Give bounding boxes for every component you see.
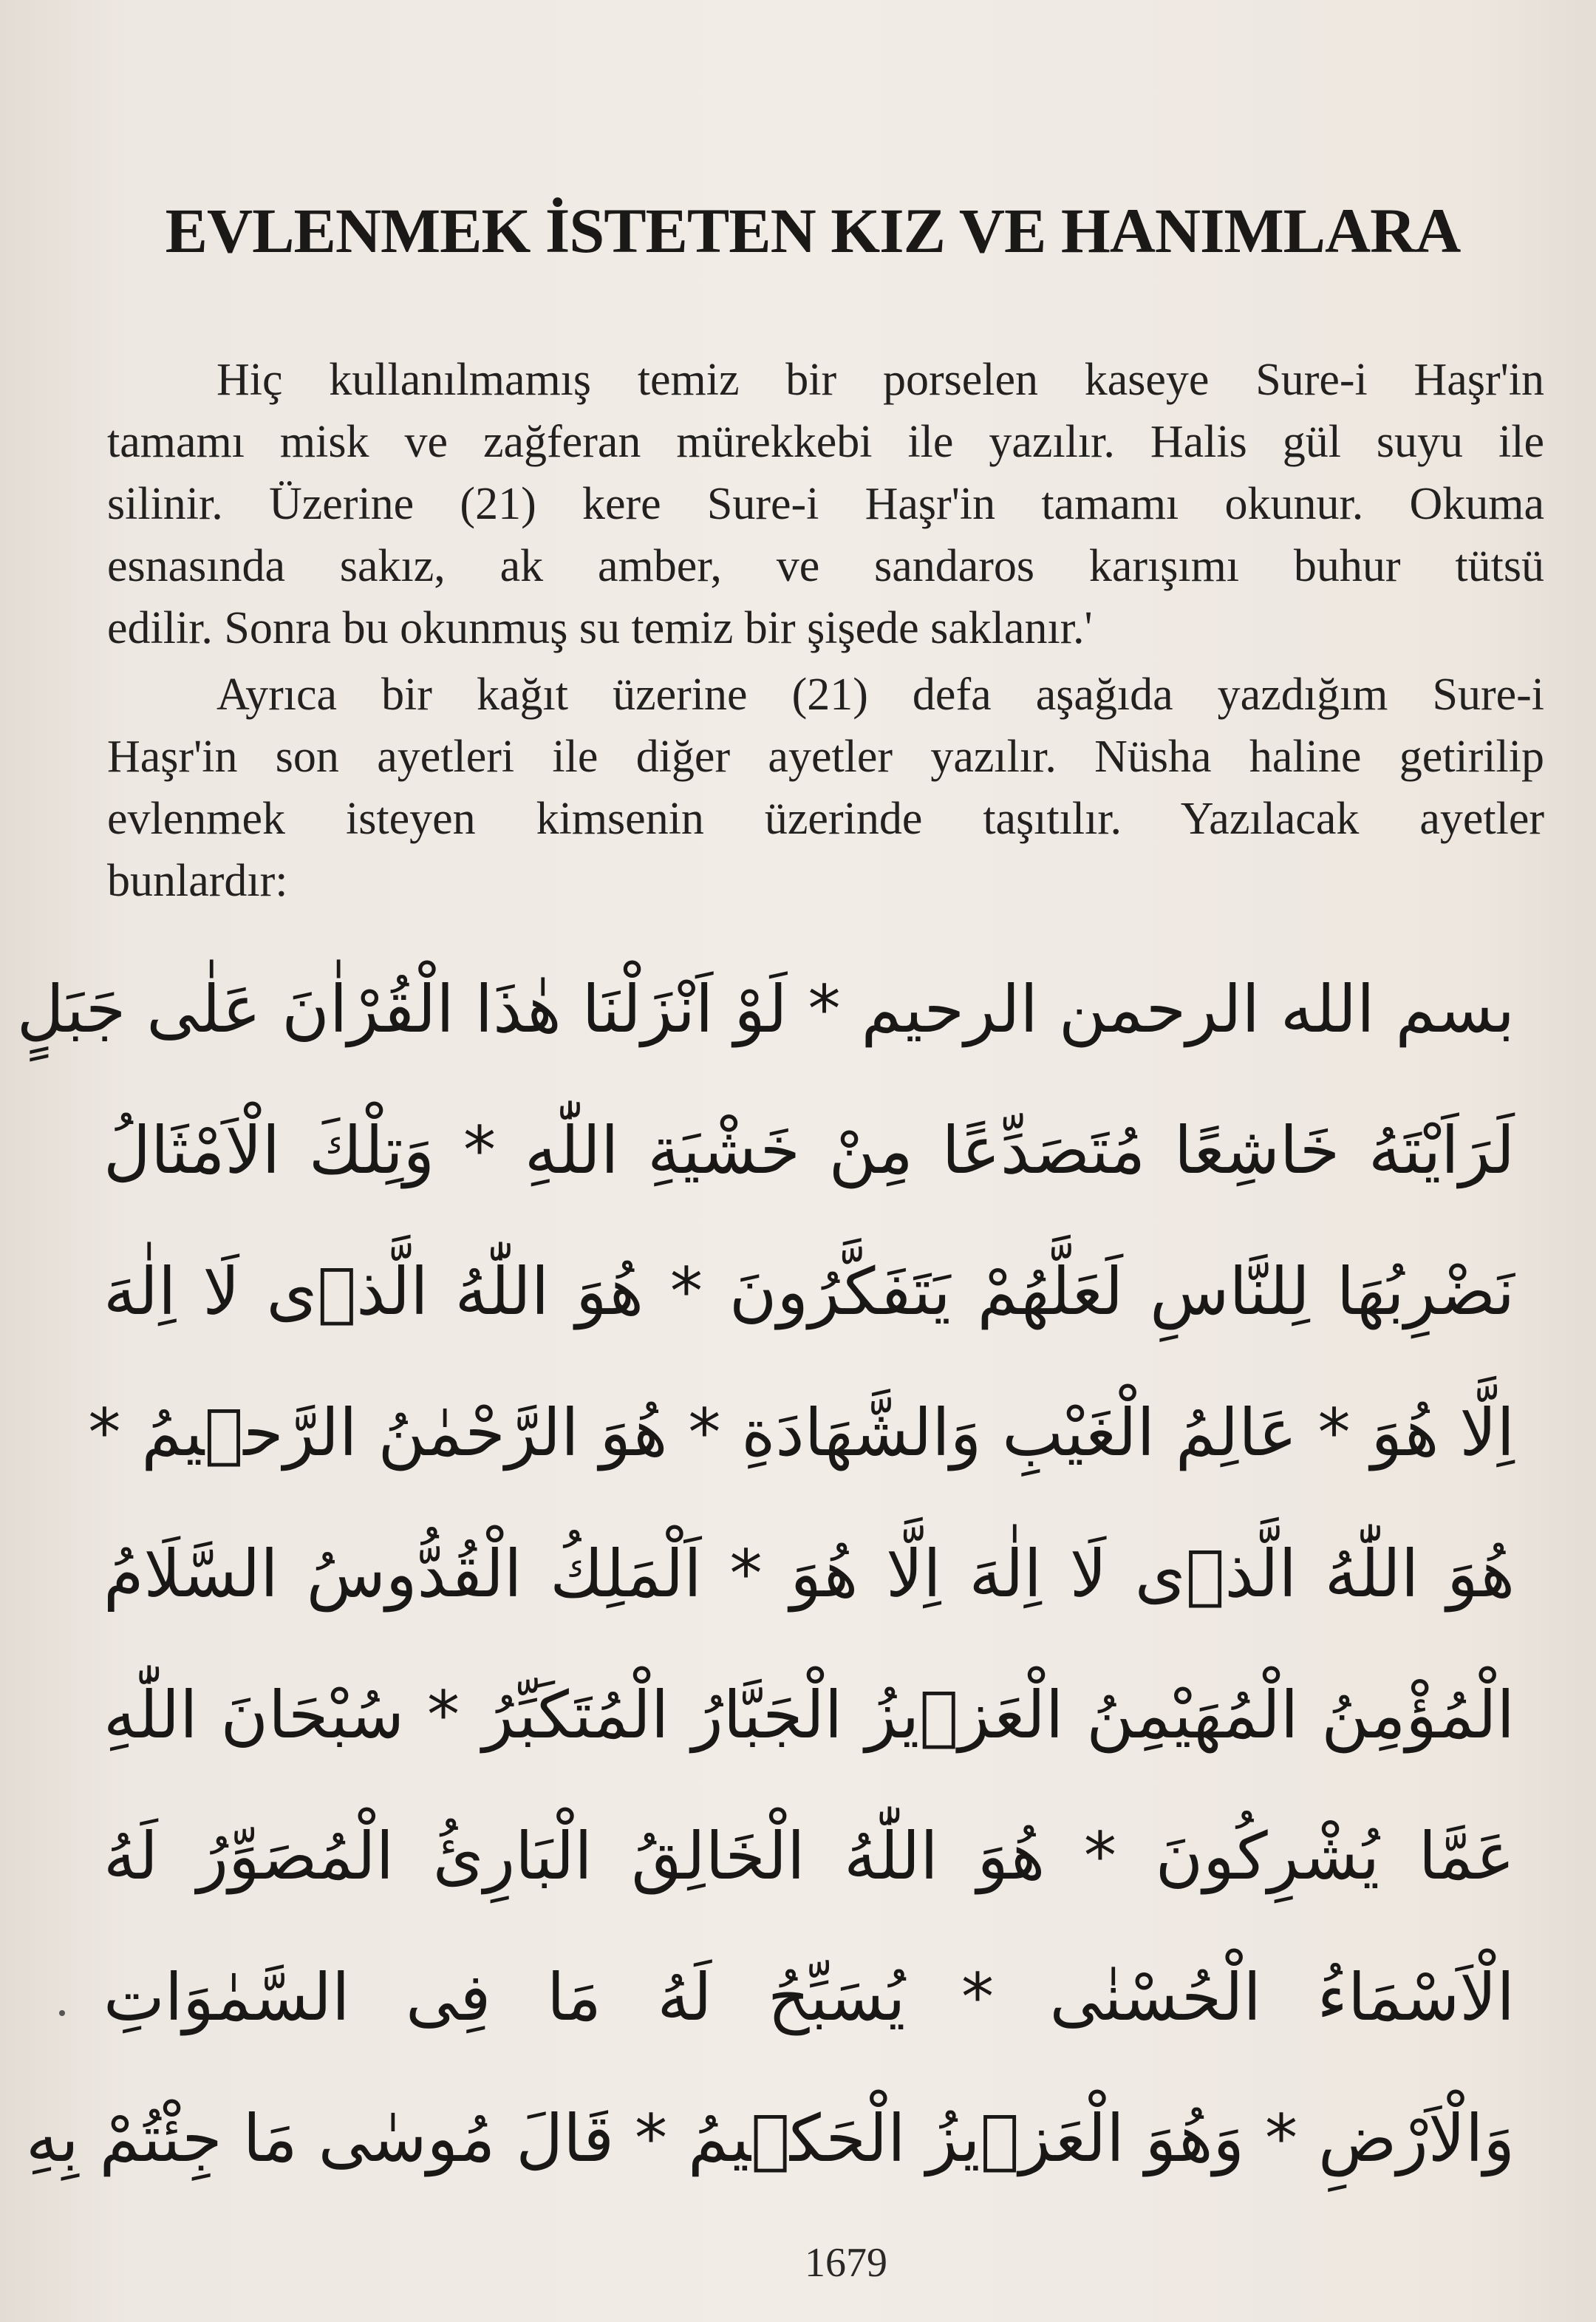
- arabic-line: الْمُؤْمِنُ الْمُهَيْمِنُ الْعَزٖيزُ الْجَبَّارُ الْمُتَكَبِّرُ * سُبْحَانَ اللّٰهِ: [103, 1677, 1515, 1753]
- arabic-line: نَضْرِبُهَا لِلنَّاسِ لَعَلَّهُمْ يَتَفَكَّرُونَ * هُوَ اللّٰهُ الَّذٖى لَا اِلٰهَ: [103, 1253, 1515, 1329]
- arabic-line: الْاَسْمَاءُ الْحُسْنٰى * يُسَبِّحُ لَهُ مَا فِى السَّمٰوَاتِ: [103, 1959, 1515, 2035]
- arabic-verses: [16, 939, 1515, 2209]
- paragraph-line: esnasında sakız, ak amber, ve sandaros karışımı buhur tütsü: [107, 541, 1544, 591]
- page-number: 1679: [805, 2240, 887, 2286]
- paragraph-line: Haşr'in son ayetleri ile diğer ayetler yazılır. Nüsha haline getirilip: [107, 732, 1544, 782]
- paragraph-line: silinir. Üzerine (21) kere Sure-i Haşr'in tamamı okunur. Okuma: [107, 479, 1544, 529]
- paragraph-line: edilir. Sonra bu okunmuş su temiz bir şişede saklanır.': [107, 603, 1093, 653]
- paragraph-line: Hiç kullanılmamış temiz bir porselen kaseye Sure-i Haşr'in: [216, 355, 1544, 405]
- paragraph-2: [107, 664, 1544, 912]
- paragraph-line: evlenmek isteyen kimsenin üzerinde taşıtılır. Yazılacak ayetler: [107, 794, 1544, 844]
- paragraph-1: [107, 349, 1544, 659]
- arabic-line: لَرَاَيْتَهُ خَاشِعًا مُتَصَدِّعًا مِنْ خَشْيَةِ اللّٰهِ * وَتِلْكَ الْاَمْثَالُ: [103, 1112, 1515, 1188]
- ink-speck: [59, 2010, 65, 2016]
- arabic-line: اِلَّا هُوَ * عَالِمُ الْغَيْبِ وَالشَّهَادَةِ * هُوَ الرَّحْمٰنُ الرَّحٖيمُ *: [88, 1395, 1515, 1471]
- arabic-line: وَالْاَرْضِ * وَهُوَ الْعَزٖيزُ الْحَكٖيمُ * قَالَ مُوسٰى مَا جِئْتُمْ بِهِ: [25, 2100, 1515, 2176]
- page-title: EVLENMEK İSTETEN KIZ VE HANIMLARA: [165, 195, 1461, 266]
- arabic-line: عَمَّا يُشْرِكُونَ * هُوَ اللّٰهُ الْخَالِقُ الْبَارِئُ الْمُصَوِّرُ لَهُ: [103, 1818, 1515, 1894]
- arabic-line: هُوَ اللّٰهُ الَّذٖى لَا اِلٰهَ اِلَّا هُوَ * اَلْمَلِكُ الْقُدُّوسُ السَّلَامُ: [103, 1536, 1515, 1612]
- paragraph-line: Ayrıca bir kağıt üzerine (21) defa aşağıda yazdığım Sure-i: [216, 670, 1544, 720]
- paragraph-line: bunlardır:: [107, 856, 288, 906]
- paragraph-line: tamamı misk ve zağferan mürekkebi ile yazılır. Halis gül suyu ile: [107, 417, 1544, 467]
- arabic-line: بسم الله الرحمن الرحيم * لَوْ اَنْزَلْنَا هٰذَا الْقُرْاٰنَ عَلٰى جَبَلٍ: [16, 971, 1515, 1047]
